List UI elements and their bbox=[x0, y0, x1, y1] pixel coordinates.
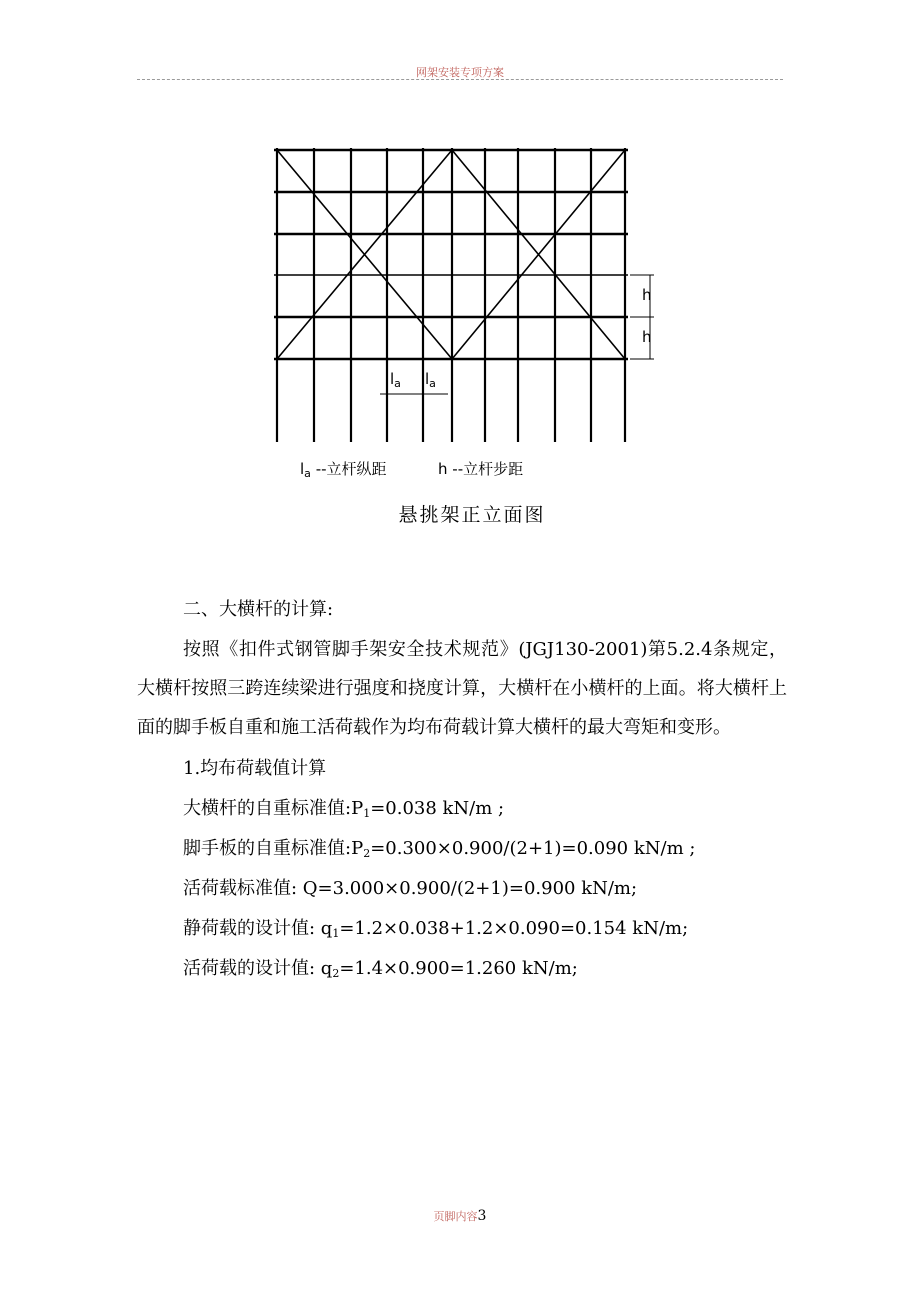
formula-p2: 脚手板的自重标准值$:P_2=0.300\times 0.900/(2+1)=0.090$ kN/m ; bbox=[183, 838, 696, 860]
body-text bbox=[137, 590, 787, 989]
page-footer bbox=[137, 1208, 783, 1224]
scaffold-elevation-figure bbox=[262, 140, 682, 490]
h-label: h bbox=[642, 328, 652, 346]
subsection-title: 1.均布荷载值计算 bbox=[183, 758, 327, 779]
header-divider bbox=[137, 79, 783, 80]
legend-h: h --立杆步距 bbox=[438, 460, 524, 478]
legend-la: $l_a$ --立杆纵距 bbox=[300, 460, 387, 480]
la-label: $l_a$ bbox=[390, 370, 401, 390]
h-label: h bbox=[642, 286, 652, 304]
formula-q1: 静荷载的设计值: $q_1=1.2\times 0.038+1.2\times 0.090=0.154$ kN/m; bbox=[183, 918, 689, 940]
la-label: $l_a$ bbox=[425, 370, 436, 390]
section-title: 二、大横杆的计算: bbox=[183, 599, 334, 620]
formula-q: 活荷载标准值: Q=3.000×0.900/(2+1)=0.900 kN/m; bbox=[183, 878, 638, 899]
formula-p1: 大横杆的自重标准值$:P_1=0.038$ kN/m ; bbox=[183, 798, 505, 820]
page-header: 网架安装专项方案 bbox=[416, 66, 504, 79]
page-number: 3 bbox=[477, 1208, 487, 1224]
formula-q2: 活荷载的设计值: $q_2=1.4\times 0.900=1.260$ kN/m; bbox=[183, 958, 578, 980]
figure-caption: 悬挑架正立面图 bbox=[398, 504, 546, 526]
scaffold-drawing bbox=[262, 140, 682, 490]
footer-label: 页脚内容 bbox=[433, 1210, 478, 1223]
paragraph: 按照《扣件式钢管脚手架安全技术规范》(JGJ130-2001)第5.2.4条规定，大横杆按照三跨连续梁进行强度和挠度计算，大横杆在小横杆的上面。将大横杆上面的脚手板自重和施工活荷载作为均布荷载计算大横杆的最大弯矩和变形。 bbox=[137, 639, 787, 738]
